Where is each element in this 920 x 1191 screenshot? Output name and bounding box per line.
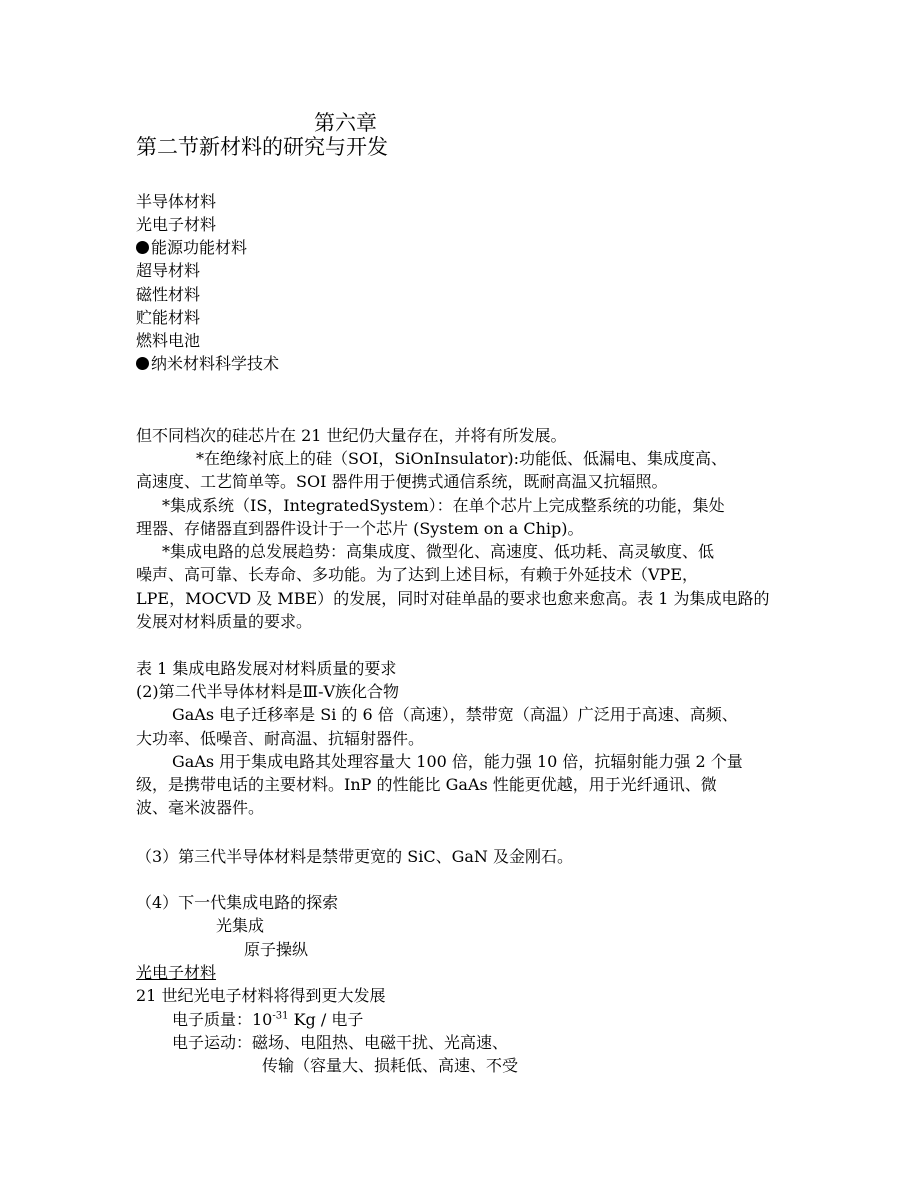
- paragraph: 电子运动：磁场、电阻热、电磁干扰、光高速、: [172, 1033, 509, 1052]
- paragraph: GaAs 用于集成电路其处理容量大 100 倍，能力强 10 倍，抗辐射能力强 2 个量: [172, 752, 743, 771]
- list-item: 贮能材料: [136, 308, 201, 327]
- subsection-heading: （4）下一代集成电路的探索: [136, 893, 339, 912]
- subsection-heading: （3）第三代半导体材料是禁带更宽的 SiC、GaN 及金刚石。: [136, 847, 573, 866]
- opto-heading: 光电子材料: [136, 963, 217, 982]
- sub-item: 原子操纵: [244, 940, 309, 959]
- paragraph: GaAs 电子迁移率是 Si 的 6 倍（高速），禁带宽（高温）广泛用于高速、高频、: [172, 705, 738, 724]
- paragraph: 大功率、低噪音、耐高温、抗辐射器件。: [136, 729, 425, 748]
- paragraph: LPE，MOCVD 及 MBE）的发展，同时对硅单晶的要求也愈来愈高。表 1 为集成电路的: [136, 589, 770, 608]
- paragraph: 级，是携带电话的主要材料。InP 的性能比 GaAs 性能更优越，用于光纤通讯、微: [136, 775, 717, 794]
- paragraph: 噪声、高可靠、长寿命、多功能。为了达到上述目标，有赖于外延技术（VPE，: [136, 565, 699, 584]
- paragraph: 发展对材料质量的要求。: [136, 612, 313, 631]
- bullet-icon: [136, 241, 149, 254]
- paragraph: 但不同档次的硅芯片在 21 世纪仍大量存在，并将有所发展。: [136, 426, 567, 445]
- paragraph: 理器、存储器直到器件设计于一个芯片 (System on a Chip)。: [136, 519, 584, 538]
- bullet-icon: [136, 357, 149, 370]
- section-title: 第二节新材料的研究与开发: [136, 135, 388, 159]
- list-item: 纳米材料科学技术: [136, 352, 279, 375]
- paragraph: *集成电路的总发展趋势：高集成度、微型化、高速度、低功耗、高灵敏度、低: [162, 542, 715, 561]
- electron-mass-line: 电子质量：$10^{-31}$ Kg / 电子: [172, 1010, 364, 1029]
- paragraph: 传输（容量大、损耗低、高速、不受: [262, 1056, 519, 1075]
- list-item: 能源功能材料: [136, 236, 247, 259]
- paragraph: *在绝缘衬底上的硅（SOI，SiOnInsulator):功能低、低漏电、集成度高、: [196, 449, 728, 468]
- paragraph: 波、毫米波器件。: [136, 798, 265, 817]
- paragraph: 高速度、工艺简单等。SOI 器件用于便携式通信系统，既耐高温又抗辐照。: [136, 472, 668, 491]
- list-item: 磁性材料: [136, 285, 201, 304]
- table-caption: 表 1 集成电路发展对材料质量的要求: [136, 659, 397, 678]
- list-item: 燃料电池: [136, 331, 201, 350]
- list-item: 超导材料: [136, 261, 201, 280]
- subsection-heading: (2)第二代半导体材料是Ⅲ-Ⅴ族化合物: [136, 682, 400, 701]
- list-item: 光电子材料: [136, 215, 217, 234]
- paragraph: *集成系统（IS，IntegratedSystem）：在单个芯片上完成整系统的功能，集处: [162, 496, 725, 515]
- list-item: 半导体材料: [136, 192, 217, 211]
- sub-item: 光集成: [216, 916, 265, 935]
- paragraph: 21 世纪光电子材料将得到更大发展: [136, 986, 386, 1005]
- chapter-title: 第六章: [314, 111, 377, 135]
